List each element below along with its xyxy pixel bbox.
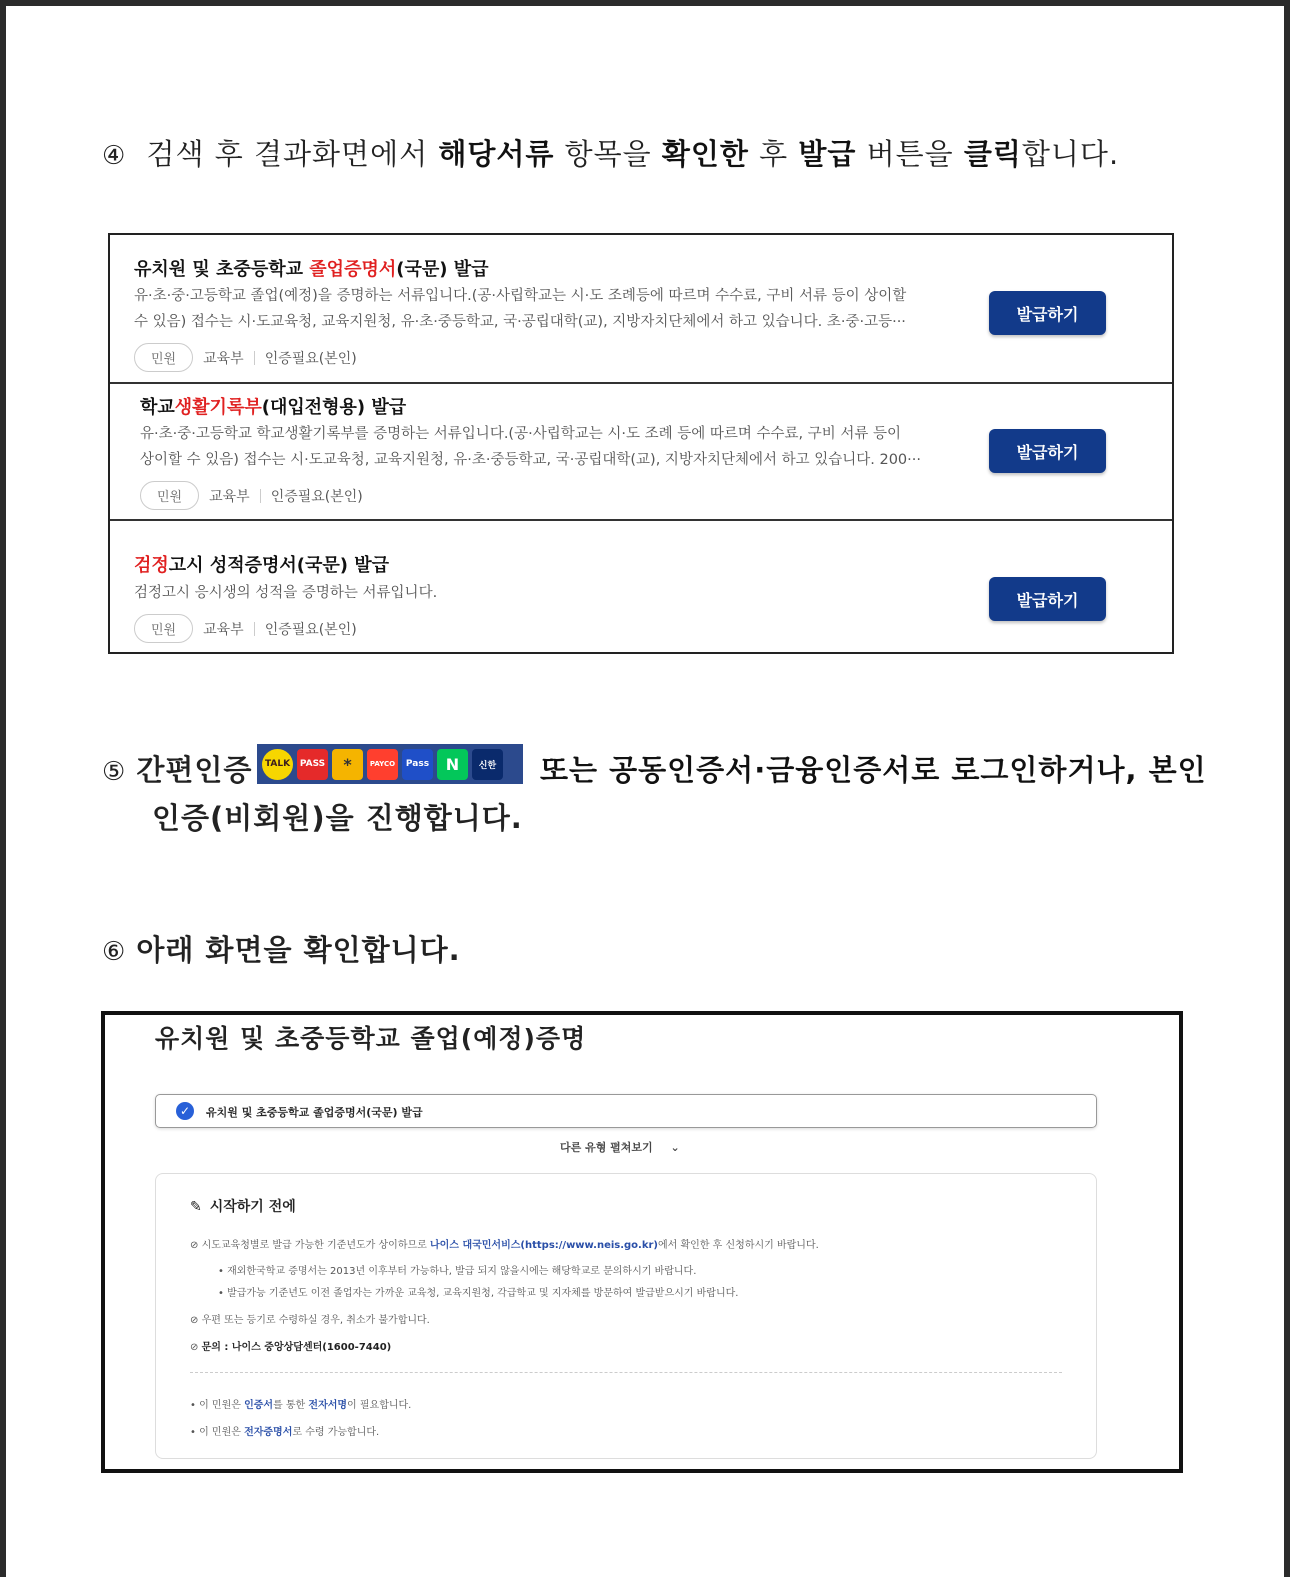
kakao-icon: TALK bbox=[262, 749, 293, 780]
result-title[interactable] bbox=[134, 255, 489, 281]
note-text: 를 통한 bbox=[273, 1400, 309, 1411]
issue-button[interactable]: 발급하기 bbox=[989, 429, 1106, 473]
chevron-down-icon: ⌄ bbox=[670, 1141, 680, 1154]
title-highlight: 졸업증명서 bbox=[309, 259, 397, 280]
step-6-instruction bbox=[102, 928, 461, 969]
result-tags bbox=[134, 343, 357, 372]
expand-label: 다른 유형 펼쳐보기 bbox=[560, 1141, 653, 1154]
info-line bbox=[190, 1338, 391, 1353]
note-line bbox=[190, 1396, 411, 1411]
step4-text-8: 합니다. bbox=[1021, 137, 1120, 171]
step5-rest-text: 또는 공동인증서·금융인증서로 로그인하거나, 본인 bbox=[540, 753, 1207, 787]
payco-icon: PAYCO bbox=[367, 749, 398, 780]
info-line bbox=[190, 1236, 819, 1251]
page-border-right bbox=[1284, 0, 1290, 1577]
step-number: ④ bbox=[102, 141, 127, 171]
edit-icon: ✎ bbox=[190, 1199, 202, 1215]
step4-text-3: 확인한 bbox=[661, 137, 749, 171]
title-text: (국문) 발급 bbox=[396, 259, 489, 280]
samsung-pass-icon: Pass bbox=[402, 749, 433, 780]
heading-text: 시작하기 전에 bbox=[209, 1199, 296, 1215]
dashed-divider bbox=[190, 1372, 1062, 1373]
info-text: 시도교육청별로 발급 가능한 기준년도가 상이하므로 bbox=[201, 1240, 430, 1251]
title-text: 학교 bbox=[140, 397, 175, 418]
step-4-instruction bbox=[102, 132, 1202, 173]
step5-lead: 간편인증 bbox=[136, 753, 253, 787]
contact-text: 문의 : 나이스 중앙상담센터(1600-7440) bbox=[201, 1342, 392, 1353]
org-label: 교육부 bbox=[203, 621, 244, 638]
step6-text: 아래 화면을 확인합니다. bbox=[136, 933, 461, 967]
note-text: 로 수령 가능합니다. bbox=[292, 1427, 380, 1438]
title-highlight: 검정 bbox=[134, 555, 169, 576]
page-border-left bbox=[0, 0, 6, 1577]
step-number: ⑥ bbox=[102, 937, 127, 967]
category-badge: 민원 bbox=[134, 343, 193, 372]
step4-text-1: 해당서류 bbox=[438, 137, 555, 171]
result-description bbox=[134, 580, 974, 606]
section-heading bbox=[190, 1196, 296, 1216]
title-text: (대입전형용) 발급 bbox=[261, 397, 407, 418]
note-highlight: 인증서 bbox=[244, 1400, 274, 1411]
expand-other-types[interactable] bbox=[560, 1139, 680, 1155]
category-badge: 민원 bbox=[134, 614, 193, 643]
result-tags bbox=[134, 614, 357, 643]
note-text: • 이 민원은 bbox=[190, 1427, 245, 1438]
result-tags bbox=[140, 481, 363, 510]
auth-label: 인증필요(본인) bbox=[270, 488, 363, 505]
shinhan-icon: 신한 bbox=[472, 749, 503, 780]
description-line: 유·초·중·고등학교 학교생활기록부를 증명하는 서류입니다.(공·사립학교는 시·도 조례 등에 따르며 수수료, 구비 서류 등이 bbox=[140, 426, 901, 442]
kb-icon: * bbox=[332, 749, 363, 780]
result-description bbox=[140, 421, 980, 473]
step4-text-7: 클릭 bbox=[963, 137, 1022, 171]
check-icon: ✓ bbox=[176, 1102, 194, 1120]
org-label: 교육부 bbox=[203, 350, 244, 367]
note-text: • 이 민원은 bbox=[190, 1400, 245, 1411]
selected-type-label: 유치원 및 초중등학교 졸업증명서(국문) 발급 bbox=[206, 1106, 423, 1119]
result-description bbox=[134, 283, 974, 335]
title-text: 유치원 및 초중등학교 bbox=[134, 259, 310, 280]
certificate-type-select[interactable] bbox=[155, 1094, 1097, 1128]
step4-text-0: 검색 후 결과화면에서 bbox=[146, 137, 439, 171]
auth-label: 인증필요(본인) bbox=[264, 621, 357, 638]
title-highlight: 생활기록부 bbox=[174, 397, 262, 418]
info-bullet: • 재외한국학교 증명서는 2013년 이후부터 가능하나, 발급 되지 않을시에는 해당학교로 문의하시기 바랍니다. bbox=[218, 1266, 697, 1277]
description-line: 유·초·중·고등학교 졸업(예정)을 증명하는 서류입니다.(공·사립학교는 시·도 조례등에 따르며 수수료, 구비 서류 등이 상이할 bbox=[134, 288, 907, 304]
neis-link[interactable]: 나이스 대국민서비스(https://www.neis.go.kr) bbox=[429, 1240, 659, 1251]
before-start-panel bbox=[155, 1173, 1097, 1459]
divider bbox=[260, 489, 261, 503]
issue-button[interactable]: 발급하기 bbox=[989, 291, 1106, 335]
check-circle-icon: ⊘ bbox=[190, 1315, 202, 1326]
step4-text-6: 버튼을 bbox=[856, 137, 964, 171]
check-circle-icon: ⊘ bbox=[190, 1342, 202, 1353]
pass-icon: PASS bbox=[297, 749, 328, 780]
info-line bbox=[190, 1311, 430, 1326]
note-highlight: 전자서명 bbox=[308, 1400, 348, 1411]
note-highlight: 전자증명서 bbox=[244, 1427, 293, 1438]
result-title[interactable] bbox=[140, 393, 406, 419]
result-item bbox=[110, 521, 1172, 652]
check-circle-icon: ⊘ bbox=[190, 1240, 202, 1251]
certificate-page-screenshot bbox=[101, 1011, 1183, 1473]
divider bbox=[254, 351, 255, 365]
step4-text-5: 발급 bbox=[798, 137, 857, 171]
category-badge: 민원 bbox=[140, 481, 199, 510]
title-text: 고시 성적증명서(국문) 발급 bbox=[168, 555, 390, 576]
result-item bbox=[110, 384, 1172, 521]
info-text: 우편 또는 등기로 수령하실 경우, 취소가 불가합니다. bbox=[201, 1315, 430, 1326]
description-line: 검정고시 응시생의 성적을 증명하는 서류입니다. bbox=[134, 585, 438, 601]
note-line bbox=[190, 1423, 379, 1438]
note-text: 이 필요합니다. bbox=[347, 1400, 412, 1411]
divider bbox=[254, 622, 255, 636]
info-bullet: • 발급가능 기준년도 이전 졸업자는 가까운 교육청, 교육지원청, 각급학교 및 지자체를 방문하여 발급받으시기 바랍니다. bbox=[218, 1288, 739, 1299]
description-line: 상이할 수 있음) 접수는 시·도교육청, 교육지원청, 유·초·중등학교, 국·공립대학(교), 지방자치단체에서 하고 있습니다. 200··· bbox=[140, 452, 921, 468]
org-label: 교육부 bbox=[209, 488, 250, 505]
simple-auth-icons bbox=[257, 744, 523, 784]
result-item bbox=[110, 235, 1172, 384]
step-5-instruction bbox=[102, 748, 252, 789]
step-number: ⑤ bbox=[102, 757, 127, 787]
naver-icon: N bbox=[437, 749, 468, 780]
description-line: 수 있음) 접수는 시·도교육청, 교육지원청, 유·초·중등학교, 국·공립대학(교), 지방자치단체에서 하고 있습니다. 초·중·고등··· bbox=[134, 314, 906, 330]
result-title[interactable] bbox=[134, 551, 389, 577]
issue-button[interactable]: 발급하기 bbox=[989, 577, 1106, 621]
info-text: 에서 확인한 후 신청하시기 바랍니다. bbox=[658, 1240, 819, 1251]
auth-label: 인증필요(본인) bbox=[264, 350, 357, 367]
search-results-panel bbox=[108, 233, 1174, 654]
page-border-top bbox=[0, 0, 1290, 6]
page-title: 유치원 및 초중등학교 졸업(예정)증명 bbox=[155, 1024, 587, 1053]
step4-text-4: 후 bbox=[748, 137, 799, 171]
step4-text-2: 항목을 bbox=[554, 137, 662, 171]
step5-line2: 인증(비회원)을 진행합니다. bbox=[152, 801, 523, 835]
